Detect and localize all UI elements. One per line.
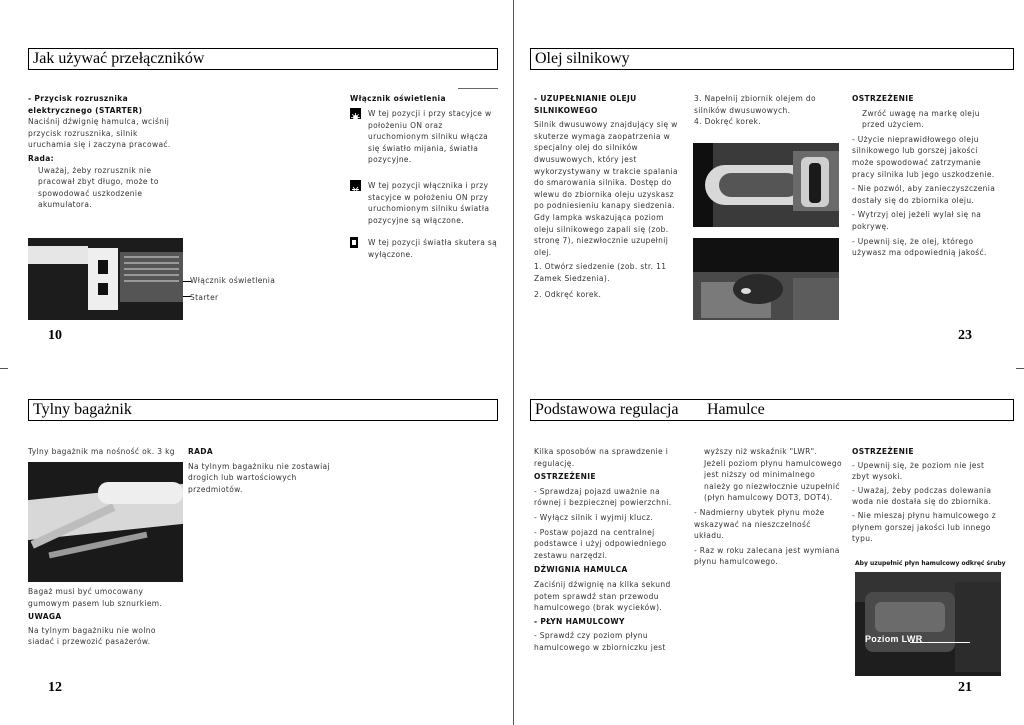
page-number: 23 bbox=[958, 328, 972, 343]
paragraph: Zwróć uwagę na markę oleju przed użyciem. bbox=[862, 108, 980, 130]
step: 3. Napełnij zbiornik olejem do silników dwusuwowych. bbox=[694, 94, 816, 115]
warning-heading: OSTRZEŻENIE bbox=[852, 447, 914, 456]
caption-light: Włącznik oświetlenia bbox=[190, 276, 276, 285]
warning-heading: OSTRZEŻENIE bbox=[534, 472, 596, 482]
fold-mark-right bbox=[1016, 368, 1024, 369]
paragraph: Uważaj, żeby rozrusznik nie pracował zbyt długo, może to spowodować uszkodzenie akumulatora. bbox=[38, 165, 159, 210]
rada-label: Rada: bbox=[28, 153, 55, 163]
section-heading: - PŁYN HAMULCOWY bbox=[534, 616, 625, 626]
warning-item: - Wytrzyj olej jeżeli wylał się na pokrywę. bbox=[852, 210, 982, 231]
paragraph: Bagaż musi być umocowany gumowym pasem lub sznurkiem. bbox=[28, 587, 163, 608]
page-divider bbox=[513, 0, 514, 725]
warning-item: - Użycie nieprawidłowego oleju silnikowego lub gorszej jakości może spowodować zatrzymanie pracy silnika lub jego uszkodzenie. bbox=[852, 134, 995, 179]
paragraph: - Sprawdź czy poziom płynu hamulcowego w zbiorniczku jest bbox=[534, 631, 666, 652]
warning-item: - Nie pozwól, aby zanieczyszczenia dostały się do zbiornika oleju. bbox=[852, 184, 996, 205]
section-heading: - Przycisk rozrusznika elektrycznego (STARTER) bbox=[28, 94, 143, 115]
warning-item: - Uważaj, żeby podczas dolewania woda nie dostała się do zbiornika. bbox=[852, 485, 992, 507]
title-secondary: Hamulce bbox=[707, 401, 765, 418]
section-heading: DŹWIGNIA HAMULCA bbox=[534, 565, 628, 575]
parking-light-icon bbox=[350, 180, 361, 191]
warning-item: - Nie mieszaj płynu hamulcowego z płynem gorszej jakości lub innego typu. bbox=[852, 510, 997, 544]
uwaga-label: UWAGA bbox=[28, 612, 62, 622]
paragraph: Naciśnij dźwignię hamulca, wciśnij przycisk rozrusznika, silnik uruchamia się i zaczyna pracować. bbox=[28, 117, 171, 150]
warning-item: - Sprawdzaj pojazd uważnie na równej i bezpiecznej powierzchni. bbox=[534, 486, 672, 508]
section-heading: Włącznik oświetlenia bbox=[350, 94, 446, 103]
page-title bbox=[530, 399, 1014, 421]
light-item: W tej pozycji włącznika i przy stacyjce w położeniu ON przy uruchomionym silniku światła pozycyjne są włączone. bbox=[368, 181, 490, 225]
photo-label: Poziom LWR bbox=[865, 634, 923, 644]
paragraph: Na tylnym bagażniku nie zostawiaj drogich lub wartościowych przedmiotów. bbox=[188, 461, 330, 494]
light-section bbox=[350, 93, 500, 105]
paragraph: Na tylnym bagażniku nie wolno siadać i przewozić pasażerów. bbox=[28, 625, 156, 647]
warning-item: - Upewnij się, że poziom nie jest zbyt wysoki. bbox=[852, 460, 985, 482]
rule bbox=[458, 88, 498, 89]
oil-cap-photo bbox=[693, 238, 839, 320]
paragraph: Jeżeli poziom płynu hamulcowego jest niższy od minimalnego należy go niezwłocznie uzupełnić (płyn hamulcowy DOT3, DOT4). bbox=[704, 458, 842, 503]
oil-tank-photo bbox=[693, 143, 839, 227]
page-number: 10 bbox=[48, 328, 62, 343]
rear-rack-photo bbox=[28, 462, 183, 582]
photo-caption: Aby uzupełnić płyn hamulcowy odkręć śruby bbox=[855, 560, 1006, 567]
page-number: 21 bbox=[958, 680, 972, 695]
page-title: Jak używać przełączników bbox=[28, 48, 498, 70]
brake-reservoir-photo bbox=[855, 572, 1001, 676]
warning-item: - Postaw pojazd na centralnej podstawce i użyj odpowiedniego zestawu narzędzi. bbox=[534, 527, 667, 560]
paragraph: Kilka sposobów na sprawdzenie i regulację. bbox=[534, 447, 669, 468]
light-item: W tej pozycji światła skutera są wyłączone. bbox=[368, 238, 498, 259]
oil-steps bbox=[694, 93, 842, 128]
switch-photo bbox=[28, 238, 183, 320]
list-item: - Nadmierny ubytek płynu może wskazywać na nieszczelność układu. bbox=[694, 507, 825, 541]
lights-off-icon bbox=[350, 237, 358, 248]
warning-item: - Upewnij się, że olej, którego używasz ma odpowiednią jakość. bbox=[852, 236, 987, 258]
light-item: W tej pozycji i przy stacyjce w położeniu ON oraz uruchomionym silniku włącza się światło mijania, światła pozycyjne. bbox=[368, 109, 492, 165]
brake-warning bbox=[852, 446, 1002, 545]
step: 4. Dokręć korek. bbox=[694, 117, 761, 127]
caption-starter: Starter bbox=[190, 293, 219, 302]
rack-advice bbox=[188, 446, 343, 495]
paragraph: Zaciśnij dźwignię na kilka sekund potem sprawdź stan przewodu hamulcowego (brak wycieków). bbox=[534, 579, 671, 613]
list-item: - Raz w roku zalecana jest wymiana płynu hamulcowego. bbox=[694, 545, 840, 567]
page-number: 12 bbox=[48, 680, 62, 695]
paragraph: wyższy niż wskaźnik "LWR". bbox=[704, 447, 818, 456]
oil-warning bbox=[852, 93, 1002, 259]
brake-col1 bbox=[534, 446, 682, 654]
brake-col2 bbox=[694, 446, 842, 568]
rada-label: RADA bbox=[188, 447, 214, 456]
step: 1. Otwórz siedzenie (zob. str. 11 Zamek Siedzenia). bbox=[534, 262, 667, 283]
rack-intro: Tylny bagażnik ma nośność ok. 3 kg bbox=[28, 447, 175, 456]
step: 2. Odkręć korek. bbox=[534, 289, 602, 299]
warning-heading: OSTRZEŻENIE bbox=[852, 94, 914, 103]
section-heading: - UZUPEŁNIANIE OLEJU SILNIKOWEGO bbox=[534, 94, 637, 115]
starter-section bbox=[28, 93, 178, 211]
page-title: Olej silnikowy bbox=[530, 48, 1014, 70]
oil-refill-section bbox=[534, 93, 682, 300]
page-title: Tylny bagażnik bbox=[28, 399, 498, 421]
rack-notes bbox=[28, 586, 183, 648]
headlight-switch-icon bbox=[350, 108, 361, 119]
fold-mark-left bbox=[0, 368, 8, 369]
paragraph: Silnik dwusuwowy znajdujący się w skuterze wymaga zaopatrzenia w specjalny olej do silników dwusuwowych, który jest wykorzystywany w trakcie spalania do smarowania silnika. Dostęp do wlewu do zbiornika oleju uzyskasz po podniesieniu kanapy siedzenia. Gdy lampka wskazująca poziom oleju silnikowego zapali się (zob. stronę 7), niezwłocznie uzupełnij olej. bbox=[534, 120, 678, 257]
title-main: Podstawowa regulacja bbox=[535, 401, 679, 418]
warning-item: - Wyłącz silnik i wyjmij klucz. bbox=[534, 512, 654, 522]
